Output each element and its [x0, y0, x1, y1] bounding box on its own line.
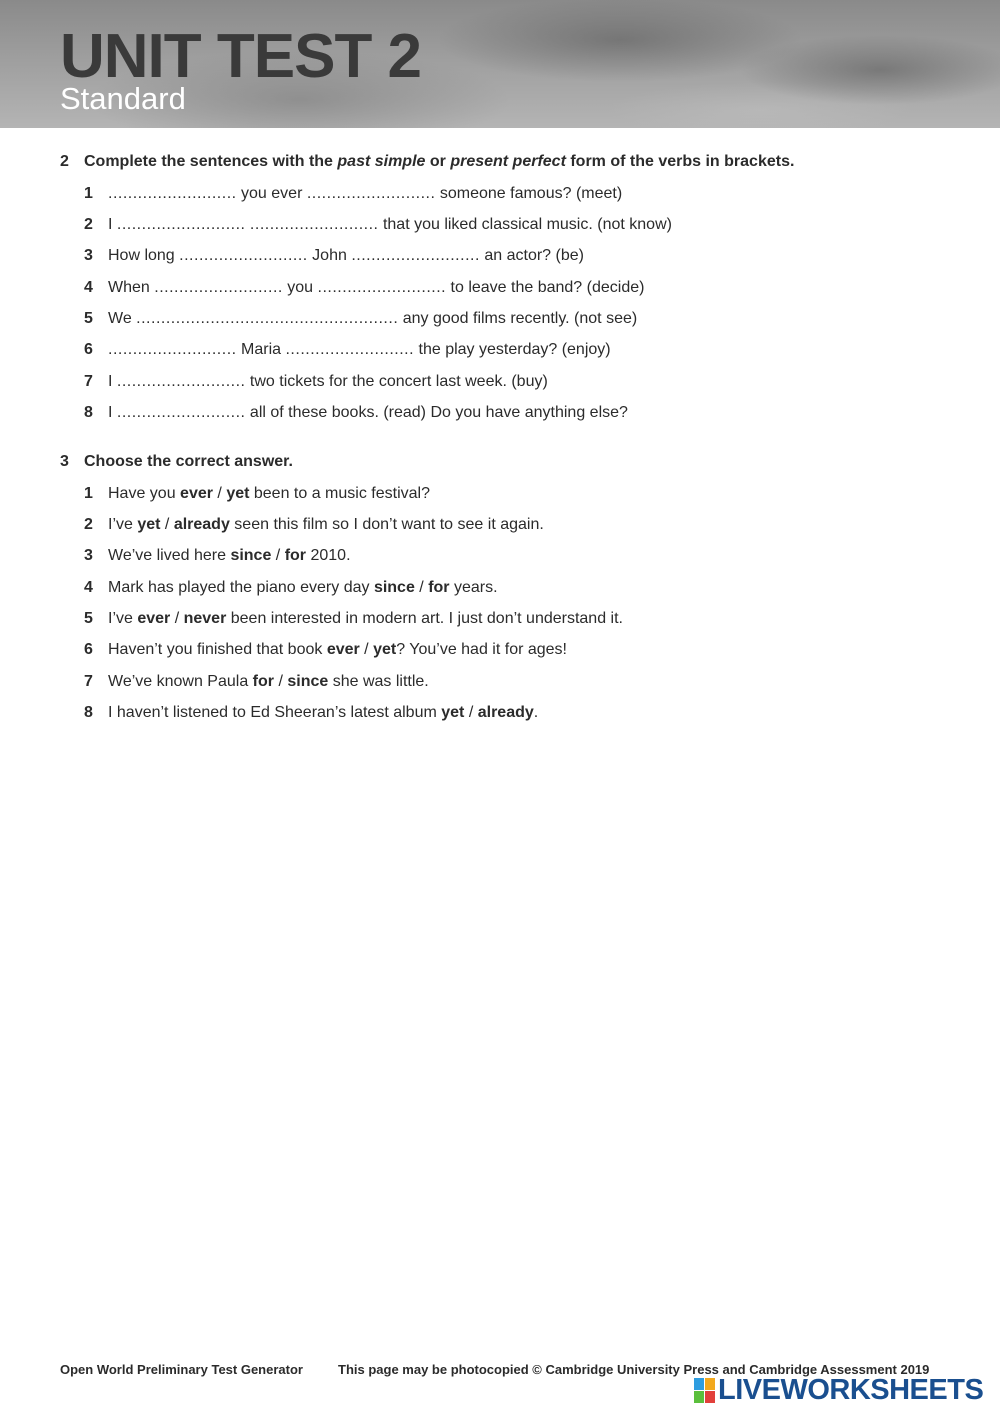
item-text: Haven’t you finished that book [108, 641, 327, 658]
item-text: she was little. [328, 673, 429, 690]
item-number: 2 [84, 216, 93, 233]
item-text: When [108, 279, 155, 296]
item-number: 7 [84, 373, 93, 390]
item-text: someone famous? (meet) [435, 185, 623, 202]
answer-option[interactable]: for [284, 547, 307, 564]
answer-blank[interactable]: .......................... [116, 216, 246, 233]
item-number: 8 [84, 704, 93, 721]
item-text: / [359, 641, 374, 658]
item-text: you [282, 279, 318, 296]
list-item [84, 516, 544, 534]
item-text: 2010. [306, 547, 351, 564]
item-number: 1 [84, 485, 93, 502]
answer-blank[interactable]: .......................... [306, 185, 436, 202]
item-text: an actor? (be) [479, 247, 584, 264]
list-item [84, 341, 611, 359]
exercise-2-instruction: 2 Complete the sentences with the past simple or present perfect form of the verbs in brackets. [60, 153, 795, 170]
page-subtitle: Standard [60, 81, 186, 116]
item-number: 5 [84, 310, 93, 327]
answer-blank[interactable]: .......................... [154, 279, 283, 296]
answer-blank[interactable]: .......................... [179, 247, 308, 264]
header-banner [0, 0, 1000, 128]
item-text: / [170, 610, 184, 627]
list-item [84, 247, 584, 265]
item-number: 3 [84, 247, 93, 264]
item-number: 1 [84, 185, 93, 202]
list-item [84, 673, 429, 691]
item-text: John [307, 247, 352, 264]
answer-option[interactable]: yet [373, 641, 397, 658]
list-item [84, 373, 548, 391]
item-number: 4 [84, 279, 93, 296]
item-text: you ever [236, 185, 307, 202]
item-text: that you liked classical music. (not know) [378, 216, 672, 233]
item-text: We’ve known Paula [108, 673, 253, 690]
item-text: . [533, 704, 539, 721]
item-text: / [274, 673, 288, 690]
item-text: two tickets for the concert last week. (buy) [245, 373, 548, 390]
item-text: been interested in modern art. I just don’t understand it. [226, 610, 623, 627]
item-number: 2 [84, 516, 93, 533]
answer-option[interactable]: never [183, 610, 227, 627]
answer-blank[interactable]: .......................... [285, 341, 415, 358]
answer-option[interactable]: ever [180, 485, 213, 502]
item-text: / [212, 485, 227, 502]
answer-option[interactable]: yet [226, 485, 250, 502]
liveworksheets-logo [694, 1376, 983, 1404]
item-number: 4 [84, 579, 93, 596]
item-text: How long [108, 247, 180, 264]
answer-option[interactable]: since [287, 673, 329, 690]
item-text: I [108, 404, 117, 421]
item-text: years. [449, 579, 498, 596]
item-text: We [108, 310, 137, 327]
item-number: 6 [84, 341, 93, 358]
item-text: / [464, 704, 478, 721]
item-text: I’ve [108, 516, 138, 533]
answer-option[interactable]: since [373, 579, 415, 596]
answer-blank[interactable]: .......................... [351, 247, 480, 264]
answer-blank[interactable]: .......................... [108, 185, 237, 202]
exercise-number: 2 [60, 153, 69, 170]
exercise-number: 3 [60, 453, 69, 470]
item-text: to leave the band? (decide) [446, 279, 645, 296]
item-number: 5 [84, 610, 93, 627]
answer-option[interactable]: ever [137, 610, 171, 627]
list-item [84, 185, 622, 203]
answer-option[interactable]: for [252, 673, 274, 690]
list-item [84, 704, 538, 722]
item-text: Maria [236, 341, 286, 358]
answer-option[interactable]: already [173, 516, 230, 533]
page-title: UNIT TEST 2 [60, 22, 422, 91]
list-item [84, 485, 430, 503]
answer-blank[interactable]: .......................... [249, 216, 379, 233]
item-text: / [271, 547, 285, 564]
list-item [84, 279, 644, 297]
answer-option[interactable]: yet [137, 516, 161, 533]
item-number: 8 [84, 404, 93, 421]
item-text: Have you [108, 485, 181, 502]
item-text: been to a music festival? [249, 485, 430, 502]
item-number: 3 [84, 547, 93, 564]
answer-blank[interactable]: ..................................................... [136, 310, 399, 327]
answer-blank[interactable]: .......................... [317, 279, 447, 296]
list-item [84, 610, 623, 628]
item-number: 7 [84, 673, 93, 690]
item-text: seen this film so I don’t want to see it again. [229, 516, 544, 533]
item-text: I [108, 216, 117, 233]
exercise-3-instruction: 3 Choose the correct answer. [60, 453, 293, 470]
list-item [84, 641, 567, 659]
answer-option[interactable]: ever [326, 641, 360, 658]
answer-blank[interactable]: .......................... [116, 404, 246, 421]
item-number: 6 [84, 641, 93, 658]
item-text: any good films recently. (not see) [398, 310, 638, 327]
logo-text: LIVEWORKSHEETS [718, 1374, 984, 1406]
list-item [84, 310, 637, 328]
item-text: the play yesterday? (enjoy) [414, 341, 611, 358]
answer-blank[interactable]: .......................... [116, 373, 246, 390]
answer-option[interactable]: since [230, 547, 272, 564]
answer-option[interactable]: for [428, 579, 450, 596]
item-text: Mark has played the piano every day [108, 579, 374, 596]
list-item [84, 547, 351, 565]
answer-option[interactable]: yet [441, 704, 465, 721]
item-text: I [108, 373, 117, 390]
item-text: ? You’ve had it for ages! [396, 641, 567, 658]
item-text: I’ve [108, 610, 138, 627]
footer-right: This page may be photocopied © Cambridge University Press and Cambridge Assessment 2019 [338, 1362, 930, 1377]
list-item [84, 216, 672, 234]
answer-blank[interactable]: .......................... [108, 341, 237, 358]
answer-option[interactable]: already [477, 704, 534, 721]
footer-left: Open World Preliminary Test Generator [60, 1362, 303, 1377]
item-text: / [160, 516, 174, 533]
list-item [84, 579, 498, 597]
item-text: all of these books. (read) Do you have anything else? [245, 404, 628, 421]
item-text: I haven’t listened to Ed Sheeran’s latest album [108, 704, 442, 721]
item-text: / [414, 579, 429, 596]
logo-boxes-icon [694, 1378, 715, 1403]
list-item [84, 404, 628, 422]
item-text: We’ve lived here [108, 547, 231, 564]
